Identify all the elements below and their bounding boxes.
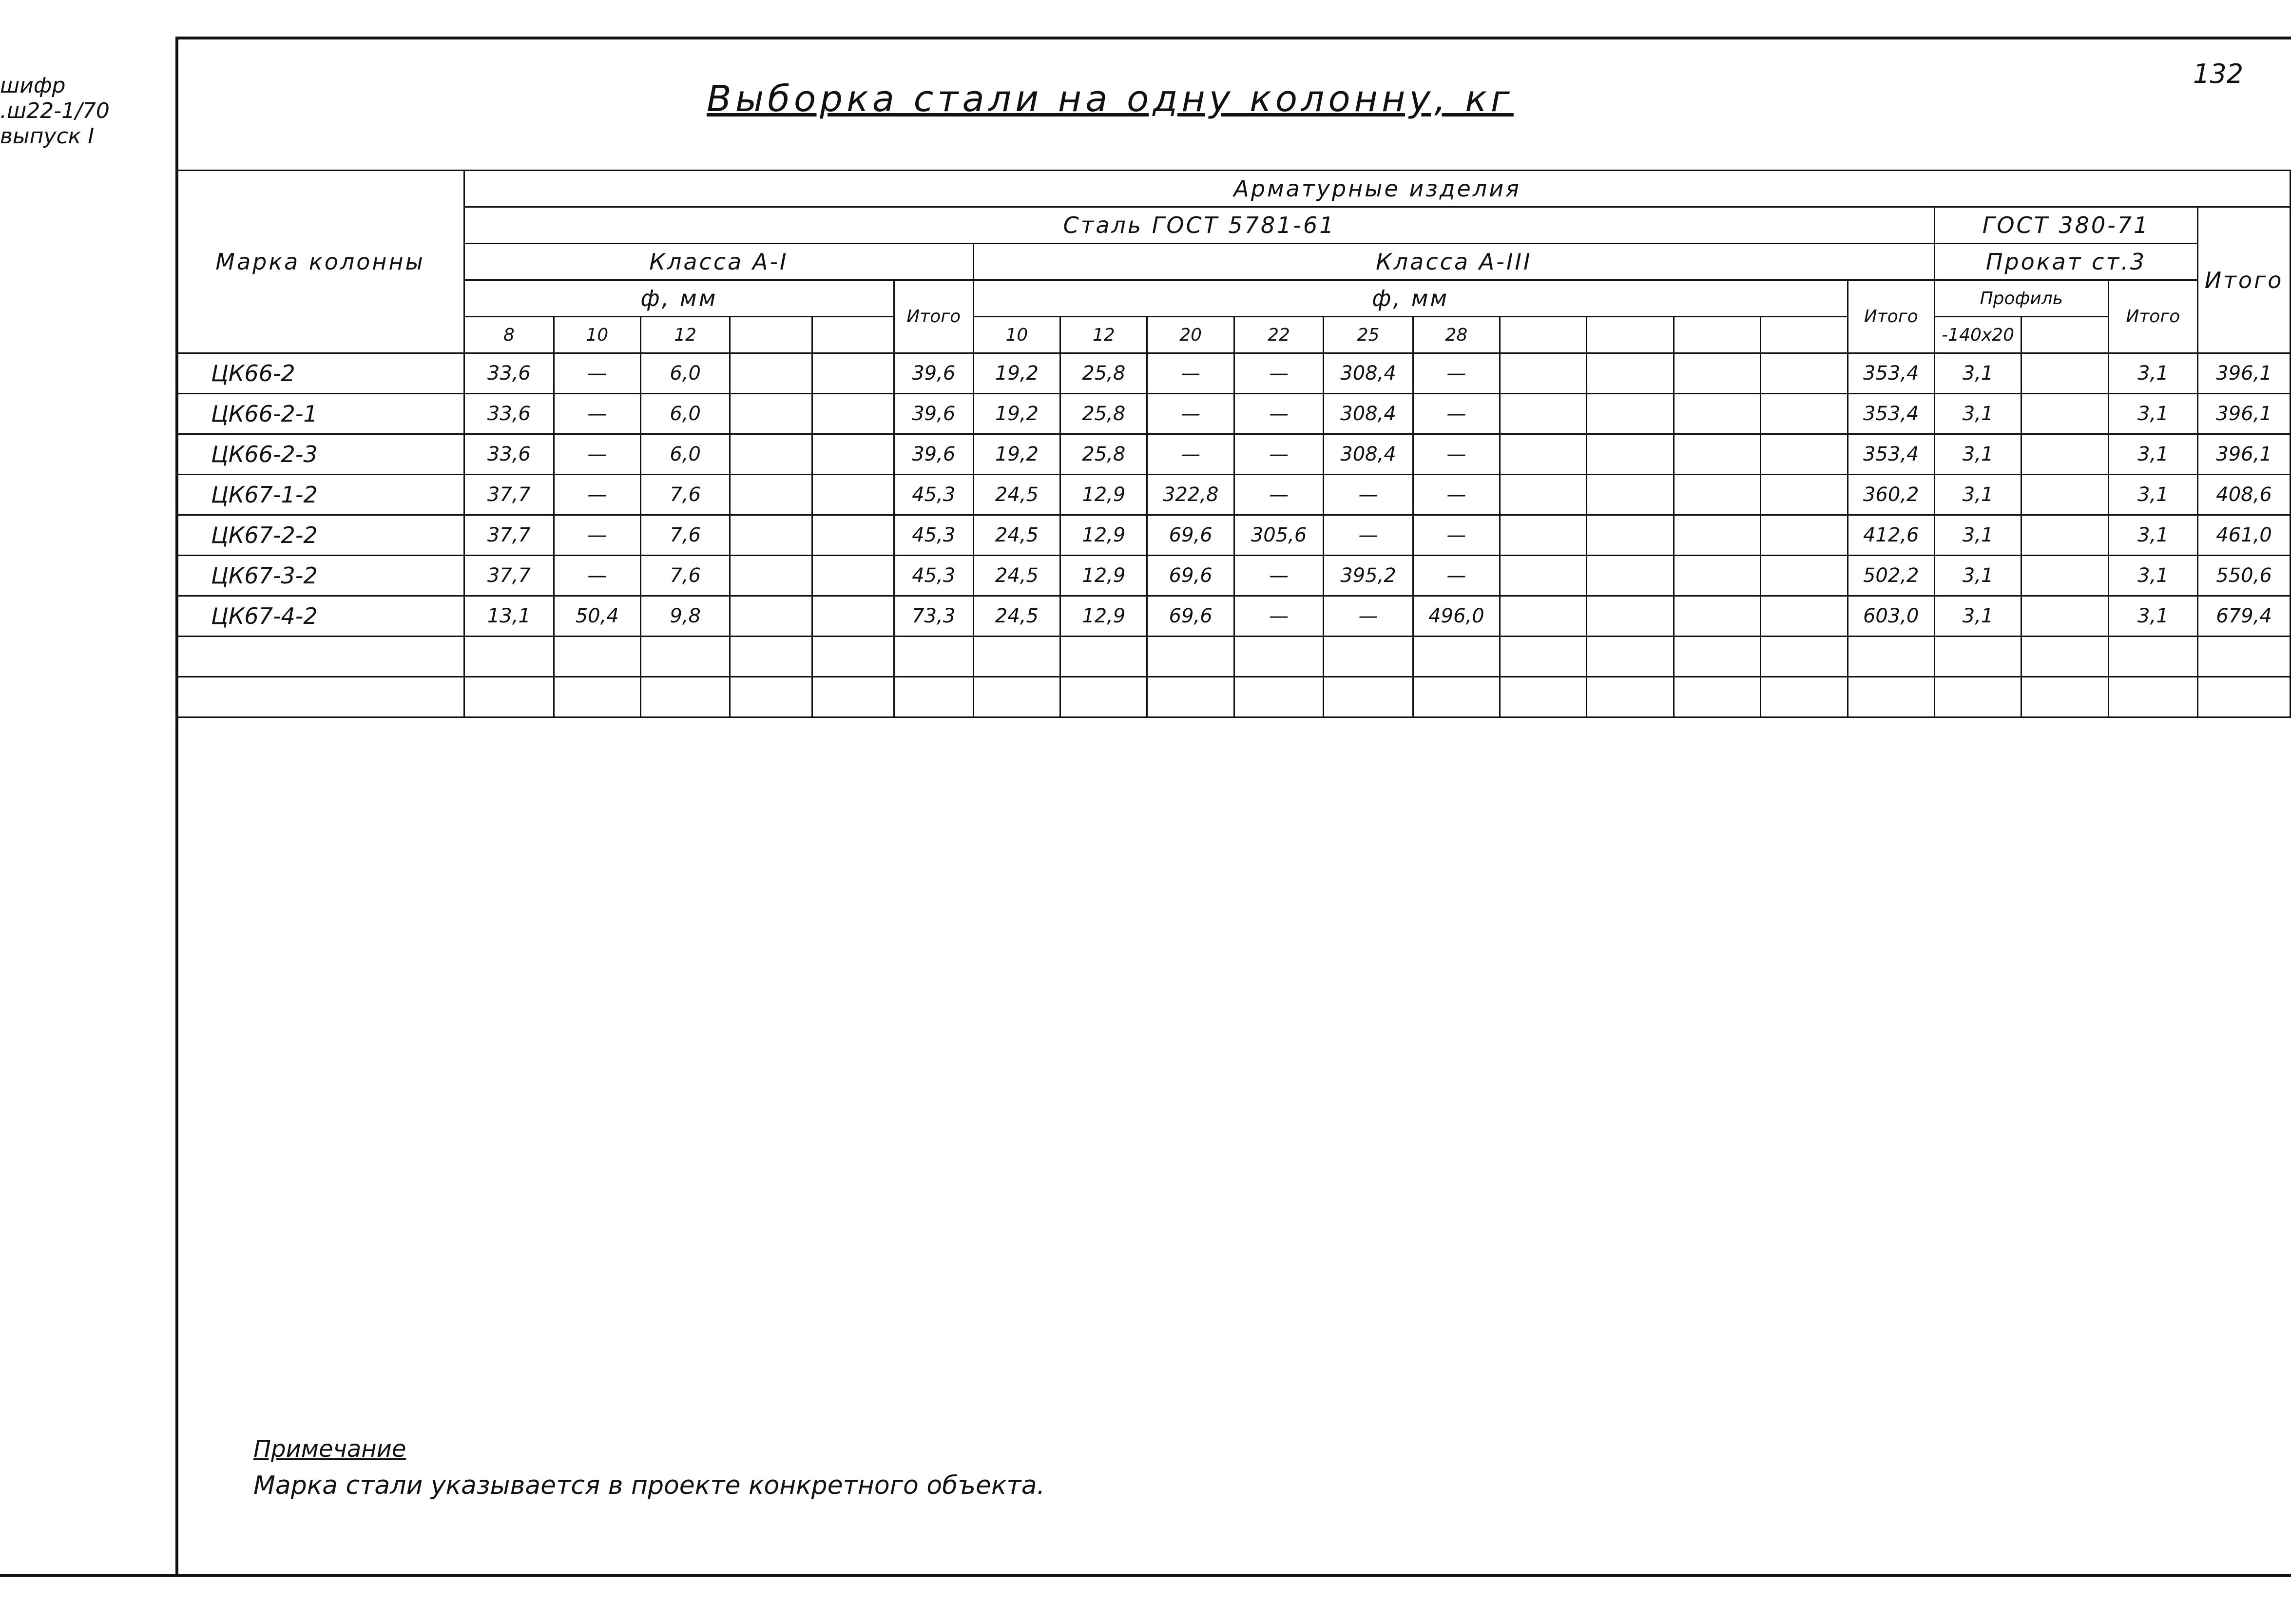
a3-value-cell	[1587, 596, 1674, 637]
profile-value-cell: 3,1	[1934, 475, 2021, 515]
table-row	[176, 596, 2291, 637]
blank-row	[176, 637, 2291, 677]
profile-blank-cell	[2021, 394, 2108, 434]
a3-diam-cell: 10	[973, 317, 1060, 353]
a3-value-cell: 305,6	[1234, 515, 1323, 556]
blank-cell	[730, 637, 812, 677]
profile-blank-cell	[2021, 515, 2108, 556]
a3-value-cell: —	[1413, 353, 1500, 394]
blank-cell	[1413, 677, 1500, 717]
a3-diam-cell	[1587, 317, 1674, 353]
blank-cell	[2021, 677, 2108, 717]
profile-total-cell: 3,1	[2108, 353, 2197, 394]
profile-value-cell: 3,1	[1934, 394, 2021, 434]
blank-cell	[1934, 677, 2021, 717]
blank-cell	[464, 677, 554, 717]
a1-value-cell	[730, 394, 812, 434]
profile-blank-cell	[2021, 353, 2108, 394]
a3-value-cell: 496,0	[1413, 596, 1500, 637]
blank-cell	[2108, 637, 2197, 677]
a3-value-cell	[1761, 515, 1848, 556]
profile-total-cell: 3,1	[2108, 394, 2197, 434]
a1-value-cell	[812, 596, 894, 637]
a3-value-cell	[1674, 596, 1760, 637]
grand-total-cell: 396,1	[2198, 394, 2291, 434]
a3-value-cell	[1674, 515, 1760, 556]
a3-value-cell: —	[1147, 353, 1234, 394]
a3-value-cell: 19,2	[973, 394, 1060, 434]
a3-diam-cell	[1674, 317, 1760, 353]
blank-cell	[554, 637, 640, 677]
blank-cell	[1934, 637, 2021, 677]
mark-cell: ЦК67-1-2	[176, 475, 464, 515]
blank-cell	[973, 677, 1060, 717]
a1-diam-cell	[730, 317, 812, 353]
blank-cell	[1500, 637, 1587, 677]
a3-value-cell	[1761, 596, 1848, 637]
note-title: Примечание	[253, 1435, 406, 1463]
a1-value-cell: —	[554, 515, 640, 556]
steel-table	[175, 170, 2291, 718]
a1-value-cell: 7,6	[640, 515, 730, 556]
a1-total-cell: 39,6	[894, 434, 973, 475]
blank-row	[176, 677, 2291, 717]
a3-value-cell: 19,2	[973, 434, 1060, 475]
a1-value-cell	[812, 475, 894, 515]
blank-cell	[1324, 677, 1413, 717]
a3-value-cell: —	[1234, 475, 1323, 515]
profile-total-cell: 3,1	[2108, 556, 2197, 596]
profile-value-cell: 3,1	[1934, 434, 2021, 475]
profile-total-cell: 3,1	[2108, 515, 2197, 556]
mark-cell: ЦК66-2-3	[176, 434, 464, 475]
a1-value-cell: 6,0	[640, 434, 730, 475]
grand-total-cell: 408,6	[2198, 475, 2291, 515]
a1-total-cell: 39,6	[894, 353, 973, 394]
blank-cell	[2198, 677, 2291, 717]
a3-value-cell: —	[1234, 596, 1323, 637]
a3-value-cell: —	[1413, 556, 1500, 596]
a3-value-cell: 322,8	[1147, 475, 1234, 515]
a1-value-cell: 7,6	[640, 556, 730, 596]
a1-value-cell: —	[554, 353, 640, 394]
a3-value-cell	[1587, 556, 1674, 596]
a3-value-cell	[1500, 556, 1587, 596]
a1-diam-cell	[812, 317, 894, 353]
a3-diam-cell: 22	[1234, 317, 1323, 353]
blank-cell	[2198, 637, 2291, 677]
mark-cell: ЦК67-4-2	[176, 596, 464, 637]
sheet-number: 132	[2193, 58, 2244, 89]
a3-total-cell: 603,0	[1848, 596, 1934, 637]
a3-value-cell: 69,6	[1147, 515, 1234, 556]
table-row	[176, 515, 2291, 556]
blank-cell	[1761, 677, 1848, 717]
a1-value-cell	[812, 353, 894, 394]
a3-value-cell: 25,8	[1060, 394, 1147, 434]
profile-value-cell: 3,1	[1934, 353, 2021, 394]
a3-diam-cell: 25	[1324, 317, 1413, 353]
a3-value-cell: 25,8	[1060, 353, 1147, 394]
a1-value-cell	[730, 353, 812, 394]
table-row	[176, 394, 2291, 434]
cipher-line-1: шифр	[0, 73, 66, 98]
grand-total-cell: 679,4	[2198, 596, 2291, 637]
blank-cell	[1848, 677, 1934, 717]
mark-header: Марка колонны	[176, 171, 464, 353]
profile-blank-cell	[2021, 596, 2108, 637]
a1-value-cell	[812, 394, 894, 434]
a3-value-cell: 12,9	[1060, 475, 1147, 515]
a1-total-cell: 73,3	[894, 596, 973, 637]
a3-value-cell: 24,5	[973, 475, 1060, 515]
a3-total-cell: 412,6	[1848, 515, 1934, 556]
profile-value-cell: 3,1	[1934, 515, 2021, 556]
grand-total-header: Итого	[2198, 207, 2291, 353]
a3-value-cell	[1500, 475, 1587, 515]
table-title: Выборка стали на одну колонну, кг	[707, 78, 1514, 120]
a1-value-cell: —	[554, 556, 640, 596]
a3-value-cell: 24,5	[973, 596, 1060, 637]
a3-value-cell: 19,2	[973, 353, 1060, 394]
a3-diam-cell: 12	[1060, 317, 1147, 353]
profile-total-cell: 3,1	[2108, 596, 2197, 637]
blank-cell	[176, 637, 464, 677]
blank-cell	[1500, 677, 1587, 717]
blank-cell	[1848, 637, 1934, 677]
a1-total-cell: 45,3	[894, 556, 973, 596]
a3-value-cell	[1761, 556, 1848, 596]
class-a3-header: Класса А-III	[973, 244, 1934, 280]
note-text: Марка стали указывается в проекте конкретного объекта.	[253, 1471, 1045, 1500]
a1-value-cell: 33,6	[464, 353, 554, 394]
grand-total-cell: 550,6	[2198, 556, 2291, 596]
table-row	[176, 556, 2291, 596]
table-row	[176, 475, 2291, 515]
table-row	[176, 434, 2291, 475]
a3-value-cell: 25,8	[1060, 434, 1147, 475]
profile-blank-cell	[2021, 475, 2108, 515]
a3-value-cell	[1500, 596, 1587, 637]
steel-header: Сталь ГОСТ 5781-61	[464, 207, 1935, 244]
blank-cell	[176, 677, 464, 717]
blank-cell	[894, 677, 973, 717]
blank-cell	[812, 637, 894, 677]
a1-value-cell: 33,6	[464, 394, 554, 434]
profile-value-cell: 3,1	[1934, 596, 2021, 637]
rolled-header: Прокат ст.3	[1934, 244, 2197, 280]
blank-cell	[812, 677, 894, 717]
a3-total-cell: 353,4	[1848, 394, 1934, 434]
a1-total-cell: 45,3	[894, 475, 973, 515]
a3-value-cell	[1674, 556, 1760, 596]
a1-value-cell	[812, 434, 894, 475]
a3-value-cell: 69,6	[1147, 596, 1234, 637]
blank-cell	[1234, 637, 1323, 677]
a1-value-cell	[730, 515, 812, 556]
a1-value-cell: 7,6	[640, 475, 730, 515]
a1-value-cell: 37,7	[464, 515, 554, 556]
a3-total-cell: 353,4	[1848, 353, 1934, 394]
a1-value-cell	[730, 475, 812, 515]
profile-blank	[2021, 317, 2108, 353]
a3-value-cell: —	[1413, 434, 1500, 475]
a3-value-cell: —	[1324, 475, 1413, 515]
a3-value-cell: 308,4	[1324, 394, 1413, 434]
a3-value-cell: 69,6	[1147, 556, 1234, 596]
mark-cell: ЦК67-3-2	[176, 556, 464, 596]
profile-value-cell: 3,1	[1934, 556, 2021, 596]
left-stamp-strip	[0, 37, 175, 1577]
profile-blank-cell	[2021, 434, 2108, 475]
blank-cell	[1234, 677, 1323, 717]
class-a1-header: Класса А-I	[464, 244, 974, 280]
a1-value-cell	[730, 434, 812, 475]
a3-value-cell	[1500, 394, 1587, 434]
blank-cell	[1060, 637, 1147, 677]
a3-diam-cell	[1500, 317, 1587, 353]
a3-diam-cell: 20	[1147, 317, 1234, 353]
a3-value-cell	[1761, 394, 1848, 434]
a1-diam-label: ф, мм	[464, 280, 894, 317]
mark-cell: ЦК67-2-2	[176, 515, 464, 556]
a3-total-cell: 353,4	[1848, 434, 1934, 475]
a3-value-cell	[1761, 434, 1848, 475]
a3-value-cell: —	[1324, 515, 1413, 556]
profile-value: -140х20	[1934, 317, 2021, 353]
blank-cell	[1060, 677, 1147, 717]
a3-value-cell: —	[1413, 475, 1500, 515]
a1-total-cell: 39,6	[894, 394, 973, 434]
a3-value-cell: —	[1324, 596, 1413, 637]
blank-cell	[894, 637, 973, 677]
a1-value-cell: 37,7	[464, 475, 554, 515]
blank-cell	[554, 677, 640, 717]
a3-value-cell: —	[1413, 515, 1500, 556]
mark-cell: ЦК66-2-1	[176, 394, 464, 434]
a3-value-cell	[1587, 353, 1674, 394]
a3-value-cell: —	[1147, 394, 1234, 434]
a3-value-cell	[1587, 394, 1674, 434]
grand-total-cell: 461,0	[2198, 515, 2291, 556]
a3-diam-cell	[1761, 317, 1848, 353]
a3-value-cell: 12,9	[1060, 556, 1147, 596]
profile-label: Профиль	[1934, 280, 2108, 317]
blank-cell	[464, 637, 554, 677]
blank-cell	[1147, 677, 1234, 717]
blank-cell	[1324, 637, 1413, 677]
a3-value-cell: 395,2	[1324, 556, 1413, 596]
blank-cell	[640, 677, 730, 717]
a1-value-cell: 13,1	[464, 596, 554, 637]
grand-total-cell: 396,1	[2198, 353, 2291, 394]
grand-total-cell: 396,1	[2198, 434, 2291, 475]
a1-total-cell: 45,3	[894, 515, 973, 556]
a3-value-cell: 308,4	[1324, 434, 1413, 475]
a3-value-cell: 24,5	[973, 515, 1060, 556]
a3-value-cell: —	[1234, 353, 1323, 394]
a3-value-cell: 12,9	[1060, 596, 1147, 637]
a3-value-cell	[1500, 515, 1587, 556]
a3-value-cell	[1761, 353, 1848, 394]
a3-value-cell	[1674, 475, 1760, 515]
a1-value-cell	[812, 515, 894, 556]
a3-total-cell: 360,2	[1848, 475, 1934, 515]
a1-value-cell: 37,7	[464, 556, 554, 596]
a1-value-cell: —	[554, 394, 640, 434]
a1-total-header: Итого	[894, 280, 973, 353]
a3-total-cell: 502,2	[1848, 556, 1934, 596]
blank-cell	[1761, 637, 1848, 677]
mark-cell: ЦК66-2	[176, 353, 464, 394]
blank-cell	[2021, 637, 2108, 677]
profile-blank-cell	[2021, 556, 2108, 596]
a3-value-cell: 308,4	[1324, 353, 1413, 394]
blank-cell	[730, 677, 812, 717]
blank-cell	[2108, 677, 2197, 717]
a3-value-cell	[1674, 434, 1760, 475]
a3-value-cell: —	[1234, 434, 1323, 475]
a3-value-cell: —	[1413, 394, 1500, 434]
a1-value-cell: 50,4	[554, 596, 640, 637]
a3-value-cell: 24,5	[973, 556, 1060, 596]
a1-value-cell	[730, 556, 812, 596]
a3-value-cell	[1587, 434, 1674, 475]
a1-value-cell: 6,0	[640, 353, 730, 394]
blank-cell	[1587, 637, 1674, 677]
a3-diam-label: ф, мм	[973, 280, 1848, 317]
blank-cell	[1413, 637, 1500, 677]
group-header: Арматурные изделия	[464, 171, 2291, 207]
blank-cell	[1674, 637, 1760, 677]
a3-value-cell	[1674, 353, 1760, 394]
table-row	[176, 353, 2291, 394]
a1-value-cell: 9,8	[640, 596, 730, 637]
blank-cell	[973, 637, 1060, 677]
a3-value-cell: —	[1147, 434, 1234, 475]
profile-total-cell: 3,1	[2108, 434, 2197, 475]
a3-value-cell: —	[1234, 556, 1323, 596]
a1-diam-cell: 10	[554, 317, 640, 353]
a1-value-cell: —	[554, 475, 640, 515]
a1-value-cell	[730, 596, 812, 637]
profile-total-header: Итого	[2108, 280, 2197, 353]
a3-value-cell	[1587, 475, 1674, 515]
a1-diam-cell: 8	[464, 317, 554, 353]
cipher-line-3: выпуск I	[0, 124, 95, 149]
a3-value-cell: 12,9	[1060, 515, 1147, 556]
a3-value-cell	[1761, 475, 1848, 515]
cipher-block	[0, 73, 110, 149]
a3-value-cell: —	[1234, 394, 1323, 434]
a3-value-cell	[1674, 394, 1760, 434]
a1-diam-cell: 12	[640, 317, 730, 353]
a1-value-cell	[812, 556, 894, 596]
blank-cell	[1674, 677, 1760, 717]
gost-header: ГОСТ 380-71	[1934, 207, 2197, 244]
a1-value-cell: —	[554, 434, 640, 475]
a3-total-header: Итого	[1848, 280, 1934, 353]
blank-cell	[640, 637, 730, 677]
a3-diam-cell: 28	[1413, 317, 1500, 353]
blank-cell	[1147, 637, 1234, 677]
a3-value-cell	[1587, 515, 1674, 556]
a3-value-cell	[1500, 434, 1587, 475]
a3-value-cell	[1500, 353, 1587, 394]
a1-value-cell: 6,0	[640, 394, 730, 434]
a1-value-cell: 33,6	[464, 434, 554, 475]
cipher-line-2: .ш22-1/70	[0, 98, 110, 123]
profile-total-cell: 3,1	[2108, 475, 2197, 515]
blank-cell	[1587, 677, 1674, 717]
